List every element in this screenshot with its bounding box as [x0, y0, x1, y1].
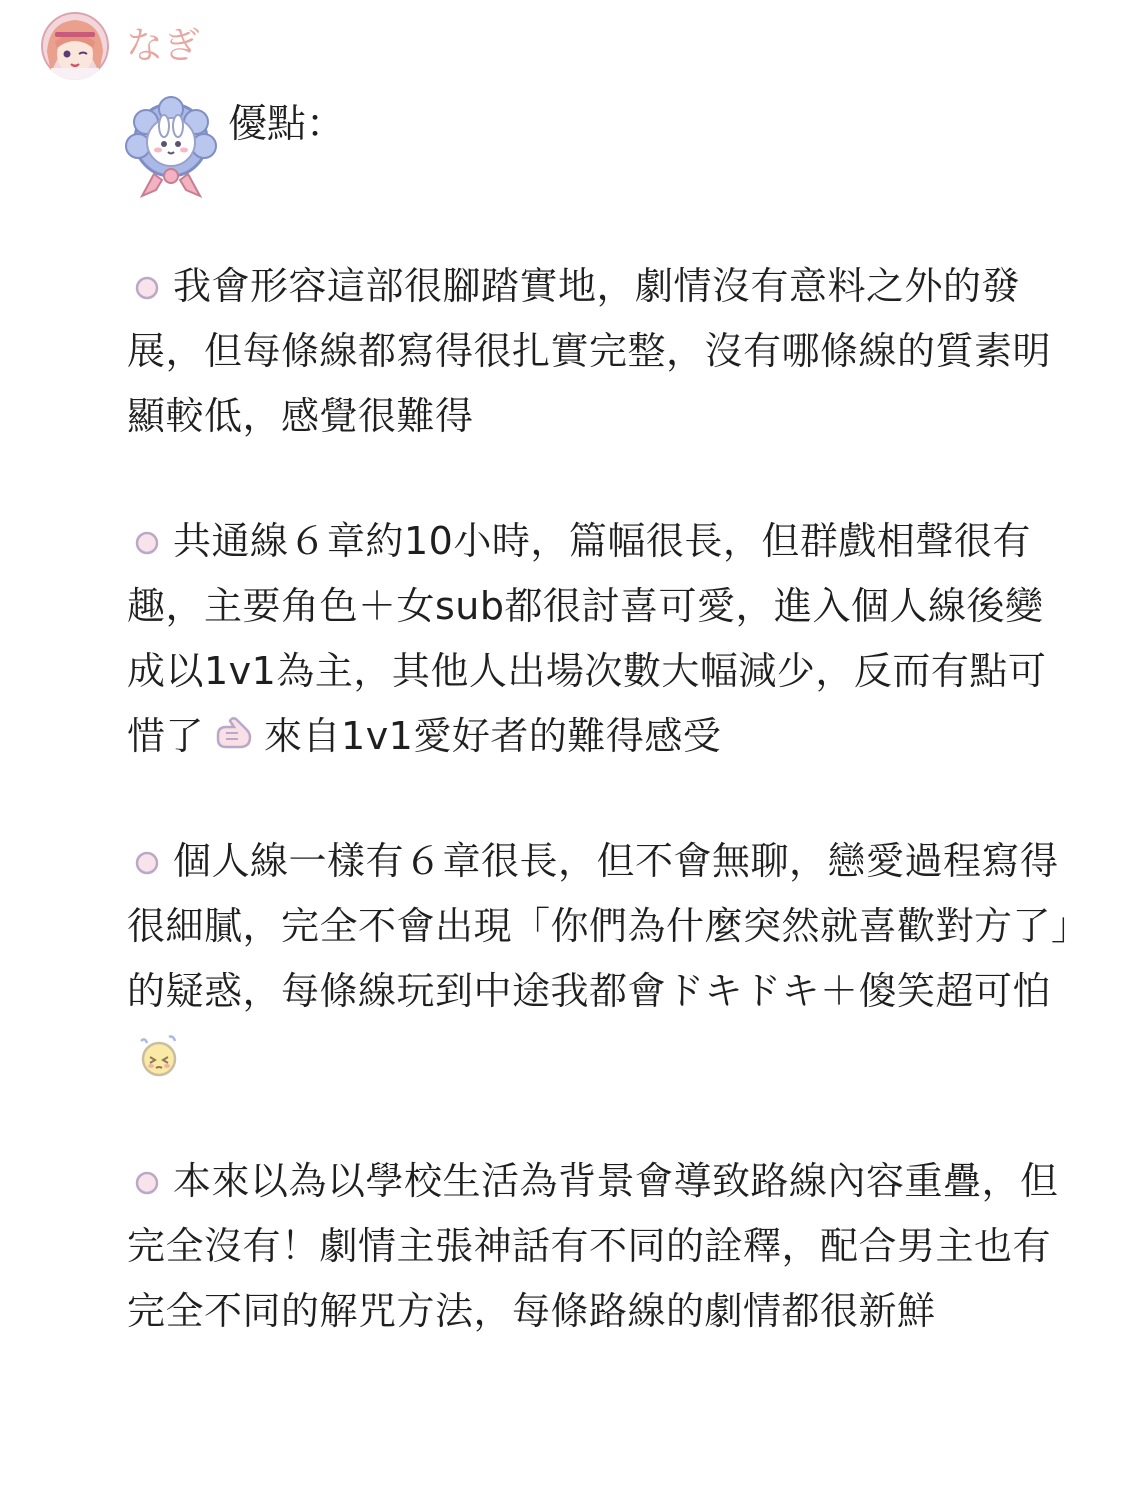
post-body — [127, 254, 1077, 1344]
paragraph-4 — [127, 1149, 1077, 1344]
anime-girl-avatar-icon — [41, 12, 109, 80]
flustered-face-emoji-icon — [135, 1033, 179, 1077]
paragraph-text: 本來以為以學校生活為背景會導致路線內容重疊，但完全沒有！劇情主張神話有不同的詮釋，配合男主也有完全不同的解咒方法，每條路線的劇情都很新鮮 — [127, 1159, 1059, 1333]
pink-dot-bullet-icon — [133, 1169, 161, 1197]
paragraph-text: 共通線６章約10小時，篇幅很長，但群戲相聲很有趣，主要角色＋女sub都很討喜可愛，進入個人線後變成以1v1為主，其他人出場次數大幅減少，反而有點可惜了 — [127, 519, 1047, 758]
user-avatar[interactable] — [41, 12, 109, 80]
pink-dot-bullet-icon — [133, 274, 161, 302]
wreath-bunny-sticker-icon — [124, 96, 220, 200]
paragraph-3 — [127, 829, 1077, 1089]
paragraph-text: 個人線一樣有６章很長，但不會無聊，戀愛過程寫得很細膩，完全不會出現「你們為什麼突然就喜歡對方了」的疑惑，每條線玩到中途我都會ドキドキ＋傻笑超可怕 — [127, 839, 1071, 1013]
pink-dot-bullet-icon — [133, 529, 161, 557]
paragraph-1 — [127, 254, 1077, 449]
username[interactable]: なぎ — [126, 24, 200, 67]
paragraph-2 — [127, 509, 1077, 769]
pointing-hand-emoji-icon — [212, 713, 256, 757]
paragraph-text: 我會形容這部很腳踏實地，劇情沒有意料之外的發展，但每條線都寫得很扎實完整，沒有哪條線的質素明顯較低，感覺很難得 — [127, 264, 1052, 438]
pink-dot-bullet-icon — [133, 849, 161, 877]
paragraph-text-after: 來自1v1愛好者的難得感受 — [264, 714, 722, 758]
post-heading: 優點： — [228, 102, 346, 147]
